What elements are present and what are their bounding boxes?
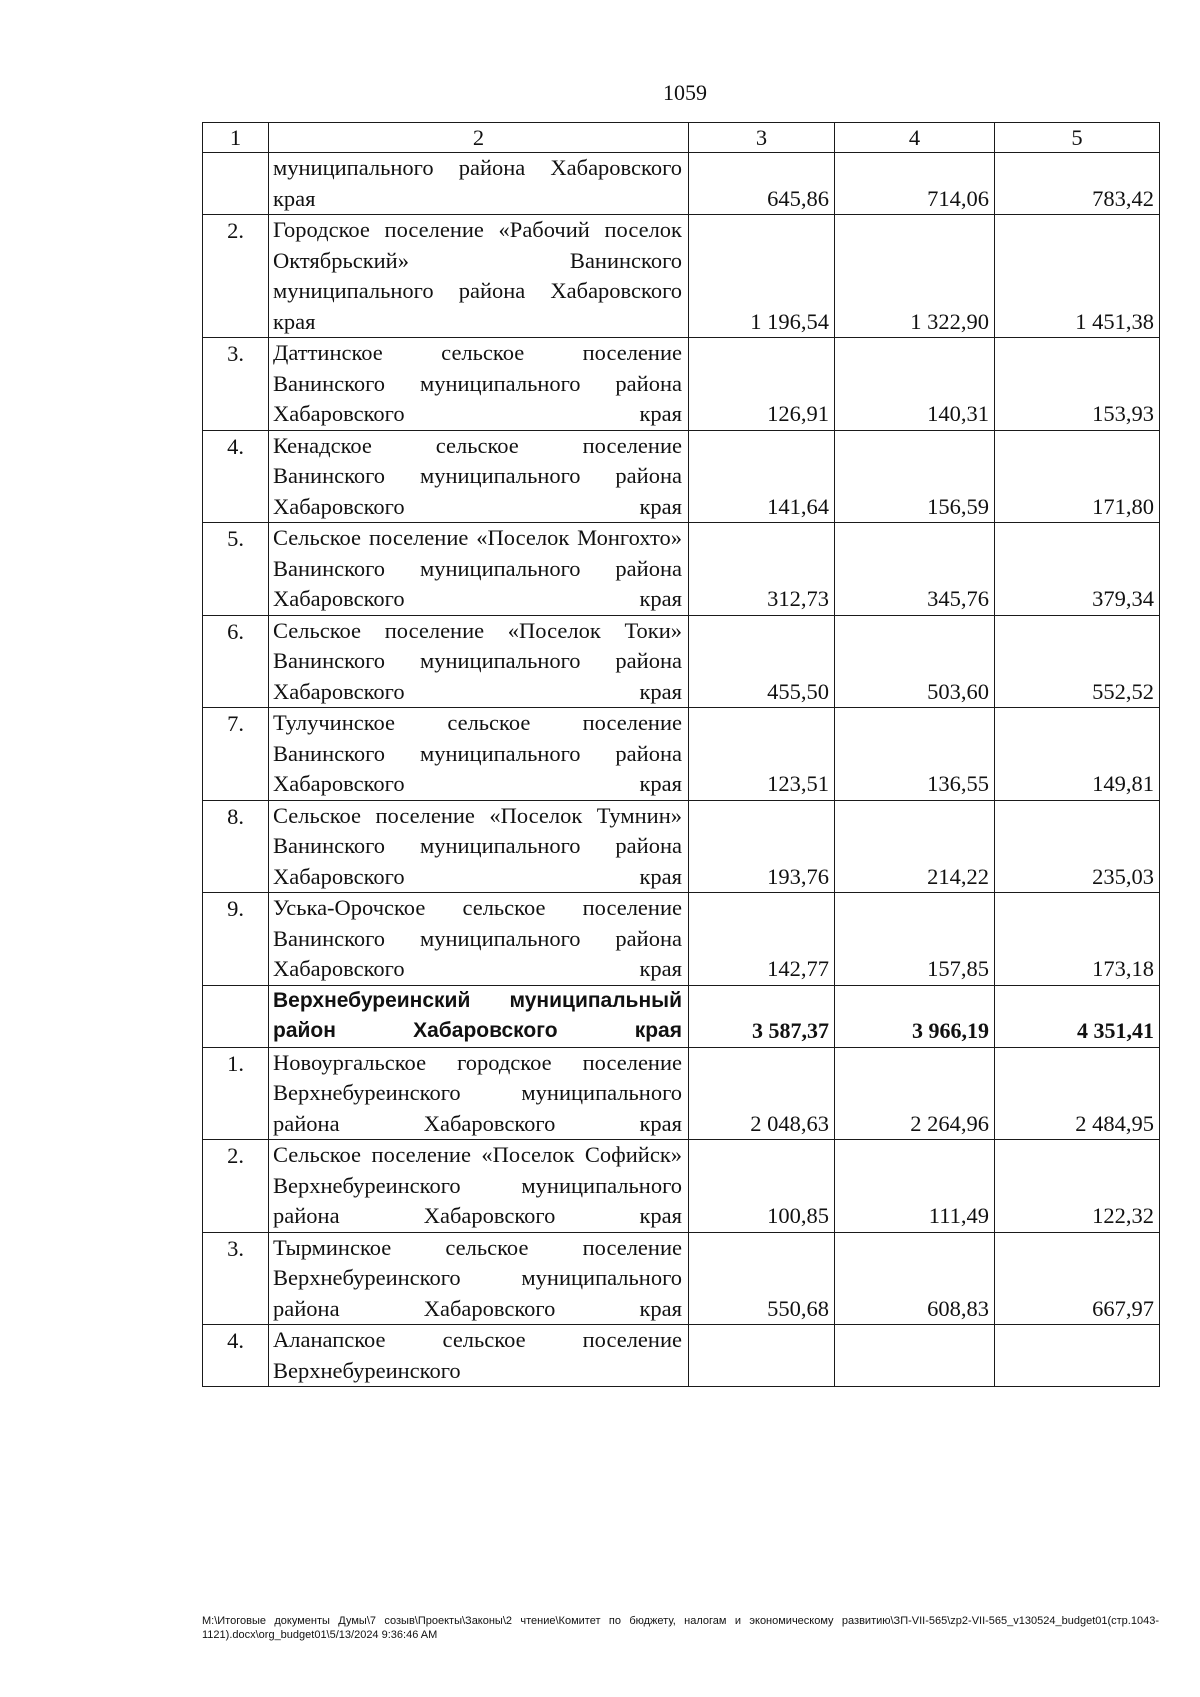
row-value-col3: 1 196,54 — [689, 215, 835, 338]
row-name: Тулучинское сельское поселение Ванинского муниципального района Хабаровского края — [273, 710, 682, 796]
row-value-col5: 153,93 — [995, 338, 1160, 431]
column-header-1: 1 — [203, 123, 269, 153]
row-name: Кенадское сельское поселение Ванинского муниципального района Хабаровского края — [273, 432, 682, 519]
row-number: 3. — [203, 1232, 269, 1325]
row-value-col3: 455,50 — [689, 615, 835, 708]
row-number: 8. — [203, 800, 269, 893]
row-name-cell — [269, 1047, 689, 1140]
table-row — [203, 800, 1160, 893]
row-value-col3: 126,91 — [689, 338, 835, 431]
row-value-col5: 379,34 — [995, 523, 1160, 616]
row-value-col5: 171,80 — [995, 430, 1160, 523]
row-name-cell — [269, 985, 689, 1047]
row-number: 9. — [203, 893, 269, 986]
file-path-footer: М:\Итоговые документы Думы\7 созыв\Проекты\Законы\2 чтение\Комитет по бюджету, налогам и экономическому развитию\ЗП-VII-565\zp2-VII-565_v130524_budget01(стр.1043-1121).docx\org_budget01\5/13/2024 9:36:46 AM — [202, 1615, 1159, 1641]
row-value-col5: 552,52 — [995, 615, 1160, 708]
row-name-cell — [269, 153, 689, 215]
table-row — [203, 430, 1160, 523]
row-name-cell — [269, 1232, 689, 1325]
row-value-col3: 100,85 — [689, 1140, 835, 1233]
row-name: Уська-Орочское сельское поселение Ванинского муниципального района Хабаровского края — [273, 895, 682, 981]
column-header-5: 5 — [995, 123, 1160, 153]
row-value-col3: 3 587,37 — [689, 985, 835, 1047]
row-number: 4. — [203, 430, 269, 523]
row-value-col3: 550,68 — [689, 1232, 835, 1325]
table-row — [203, 523, 1160, 616]
row-value-col4: 3 966,19 — [835, 985, 995, 1047]
table-header-row — [203, 123, 1160, 153]
row-value-col4: 714,06 — [835, 153, 995, 215]
table-row-district — [203, 985, 1160, 1047]
row-name: Аланапское сельское поселение Верхнебуреинского — [273, 1327, 682, 1383]
row-number: 2. — [203, 1140, 269, 1233]
column-header-3: 3 — [689, 123, 835, 153]
row-name-cell — [269, 1140, 689, 1233]
row-value-col5: 235,03 — [995, 800, 1160, 893]
row-value-col4: 111,49 — [835, 1140, 995, 1233]
row-name: Сельское поселение «Поселок Монгохто» Ванинского муниципального района Хабаровского края — [273, 525, 682, 611]
row-name-cell — [269, 215, 689, 338]
row-name: Сельское поселение «Поселок Софийск» Верхнебуреинского муниципального района Хабаровского края — [273, 1142, 682, 1228]
row-value-col5 — [995, 1325, 1160, 1387]
row-number: 3. — [203, 338, 269, 431]
table-row — [203, 893, 1160, 986]
row-name-cell — [269, 338, 689, 431]
row-value-col5: 4 351,41 — [995, 985, 1160, 1047]
row-name: Сельское поселение «Поселок Токи» Ванинского муниципального района Хабаровского края — [273, 617, 682, 704]
table-row — [203, 1325, 1160, 1387]
row-name: Даттинское сельское поселение Ванинского муниципального района Хабаровского края — [273, 340, 682, 426]
row-value-col4: 156,59 — [835, 430, 995, 523]
row-name-cell — [269, 1325, 689, 1387]
row-value-col4 — [835, 1325, 995, 1387]
row-number: 1. — [203, 1047, 269, 1140]
row-value-col3: 141,64 — [689, 430, 835, 523]
row-value-col3: 312,73 — [689, 523, 835, 616]
budget-table — [202, 122, 1160, 1387]
row-value-col3: 193,76 — [689, 800, 835, 893]
row-value-col3: 142,77 — [689, 893, 835, 986]
row-value-col5: 149,81 — [995, 708, 1160, 801]
row-value-col4: 345,76 — [835, 523, 995, 616]
row-name: муниципального района Хабаровского края — [273, 155, 682, 211]
table-row — [203, 215, 1160, 338]
row-value-col5: 2 484,95 — [995, 1047, 1160, 1140]
row-name-cell — [269, 615, 689, 708]
table-row — [203, 615, 1160, 708]
row-value-col5: 173,18 — [995, 893, 1160, 986]
row-value-col3: 123,51 — [689, 708, 835, 801]
row-name: Тырминское сельское поселение Верхнебуреинского муниципального района Хабаровского края — [273, 1234, 682, 1321]
row-number: 5. — [203, 523, 269, 616]
table-row — [203, 1047, 1160, 1140]
row-number: 2. — [203, 215, 269, 338]
table-row — [203, 153, 1160, 215]
page-number: 1059 — [663, 80, 707, 105]
column-header-4: 4 — [835, 123, 995, 153]
row-number: 7. — [203, 708, 269, 801]
row-name: Сельское поселение «Поселок Тумнин» Ванинского муниципального района Хабаровского края — [273, 802, 682, 889]
row-value-col4: 214,22 — [835, 800, 995, 893]
row-value-col5: 1 451,38 — [995, 215, 1160, 338]
row-value-col4: 2 264,96 — [835, 1047, 995, 1140]
row-name-cell — [269, 893, 689, 986]
row-name-cell — [269, 800, 689, 893]
table-row — [203, 1140, 1160, 1233]
column-header-2: 2 — [269, 123, 689, 153]
row-value-col5: 783,42 — [995, 153, 1160, 215]
table-row — [203, 1232, 1160, 1325]
row-value-col5: 122,32 — [995, 1140, 1160, 1233]
row-value-col4: 140,31 — [835, 338, 995, 431]
row-value-col4: 1 322,90 — [835, 215, 995, 338]
row-name: Городское поселение «Рабочий поселок Октябрьский» Ванинского муниципального района Хабаровского края — [273, 217, 682, 334]
row-value-col4: 503,60 — [835, 615, 995, 708]
row-number — [203, 153, 269, 215]
row-number: 6. — [203, 615, 269, 708]
row-value-col3 — [689, 1325, 835, 1387]
row-value-col3: 2 048,63 — [689, 1047, 835, 1140]
row-value-col4: 608,83 — [835, 1232, 995, 1325]
table-row — [203, 708, 1160, 801]
row-value-col5: 667,97 — [995, 1232, 1160, 1325]
row-name-cell — [269, 708, 689, 801]
row-value-col4: 136,55 — [835, 708, 995, 801]
row-value-col3: 645,86 — [689, 153, 835, 215]
row-name: Новоургальское городское поселение Верхнебуреинского муниципального района Хабаровского края — [273, 1049, 682, 1136]
row-name-cell — [269, 523, 689, 616]
table-row — [203, 338, 1160, 431]
row-name-cell — [269, 430, 689, 523]
row-value-col4: 157,85 — [835, 893, 995, 986]
row-number — [203, 985, 269, 1047]
row-number: 4. — [203, 1325, 269, 1387]
row-name: Верхнебуреинский муниципальный район Хабаровского края — [273, 988, 682, 1042]
